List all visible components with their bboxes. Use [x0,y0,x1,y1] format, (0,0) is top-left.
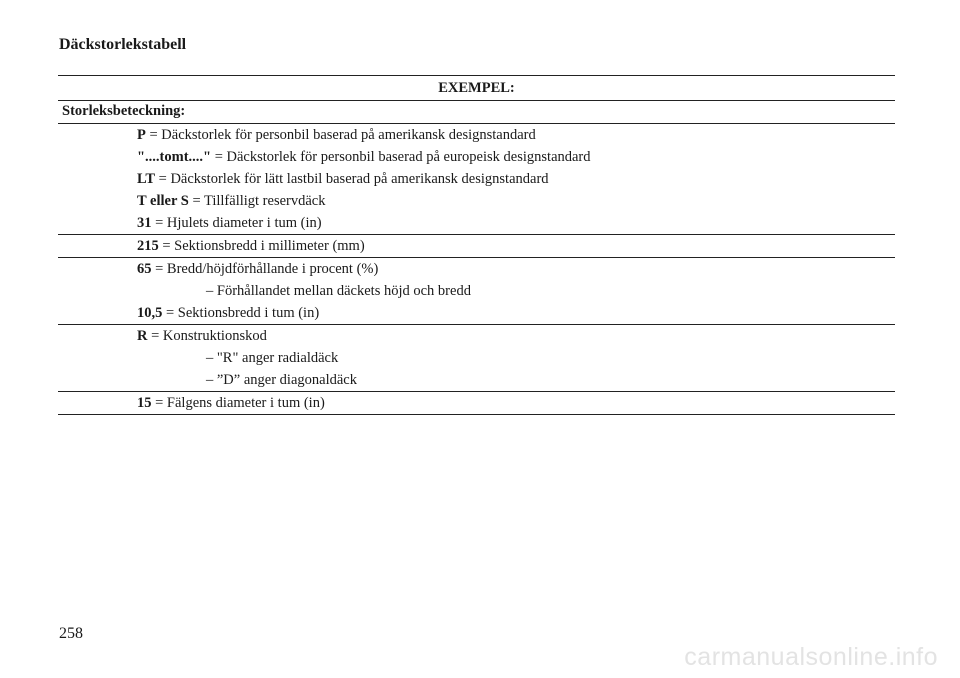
line-key: 15 [137,395,152,411]
example-header: EXEMPEL: [58,76,895,101]
table-subline: – Förhållandet mellan däckets höjd och bredd [206,283,471,299]
table-subline: – "R" anger radialdäck [206,350,339,366]
line-description: = Däckstorlek för personbil baserad på amerikansk designstandard [145,127,536,143]
line-key: 10,5 [137,305,163,321]
table-line [58,124,895,146]
table-row [58,258,895,325]
table-subline: – ”D” anger diagonaldäck [206,372,357,388]
page-title: Däckstorlekstabell [59,36,187,53]
line-description: = Däckstorlek för lätt lastbil baserad på amerikansk designstandard [155,171,549,187]
size-designation-label: Storleksbeteckning: [58,101,895,124]
line-description: = Sektionsbredd i millimeter (mm) [158,238,365,254]
line-key: P [137,127,146,143]
line-description: = Konstruktionskod [147,328,267,344]
table-line [58,392,895,414]
line-description: = Fälgens diameter i tum (in) [151,395,325,411]
line-key: T eller S [137,193,189,209]
line-key: R [137,328,148,344]
line-key: 31 [137,215,152,231]
table-line [58,235,895,257]
line-description: = Hjulets diameter i tum (in) [151,215,322,231]
line-key: LT [137,171,156,187]
table-line [58,190,895,212]
line-key: 65 [137,261,152,277]
line-key: "....tomt...." [137,149,212,165]
tire-size-table [58,75,895,415]
table-groups [58,124,895,414]
table-row [58,392,895,414]
table-row [58,325,895,392]
line-description: = Däckstorlek för personbil baserad på europeisk designstandard [211,149,591,165]
table-row [58,235,895,258]
table-line [58,212,895,234]
line-description: = Bredd/höjdförhållande i procent (%) [151,261,379,277]
table-line [58,258,895,280]
line-key: 215 [137,238,159,254]
table-line [58,168,895,190]
table-line [58,325,895,347]
table-line [58,146,895,168]
line-description: = Tillfälligt reservdäck [188,193,326,209]
table-line [58,302,895,324]
watermark-text: carmanualsonline.info [684,643,938,671]
page-number: 258 [59,625,83,642]
line-description: = Sektionsbredd i tum (in) [162,305,320,321]
table-row [58,124,895,235]
